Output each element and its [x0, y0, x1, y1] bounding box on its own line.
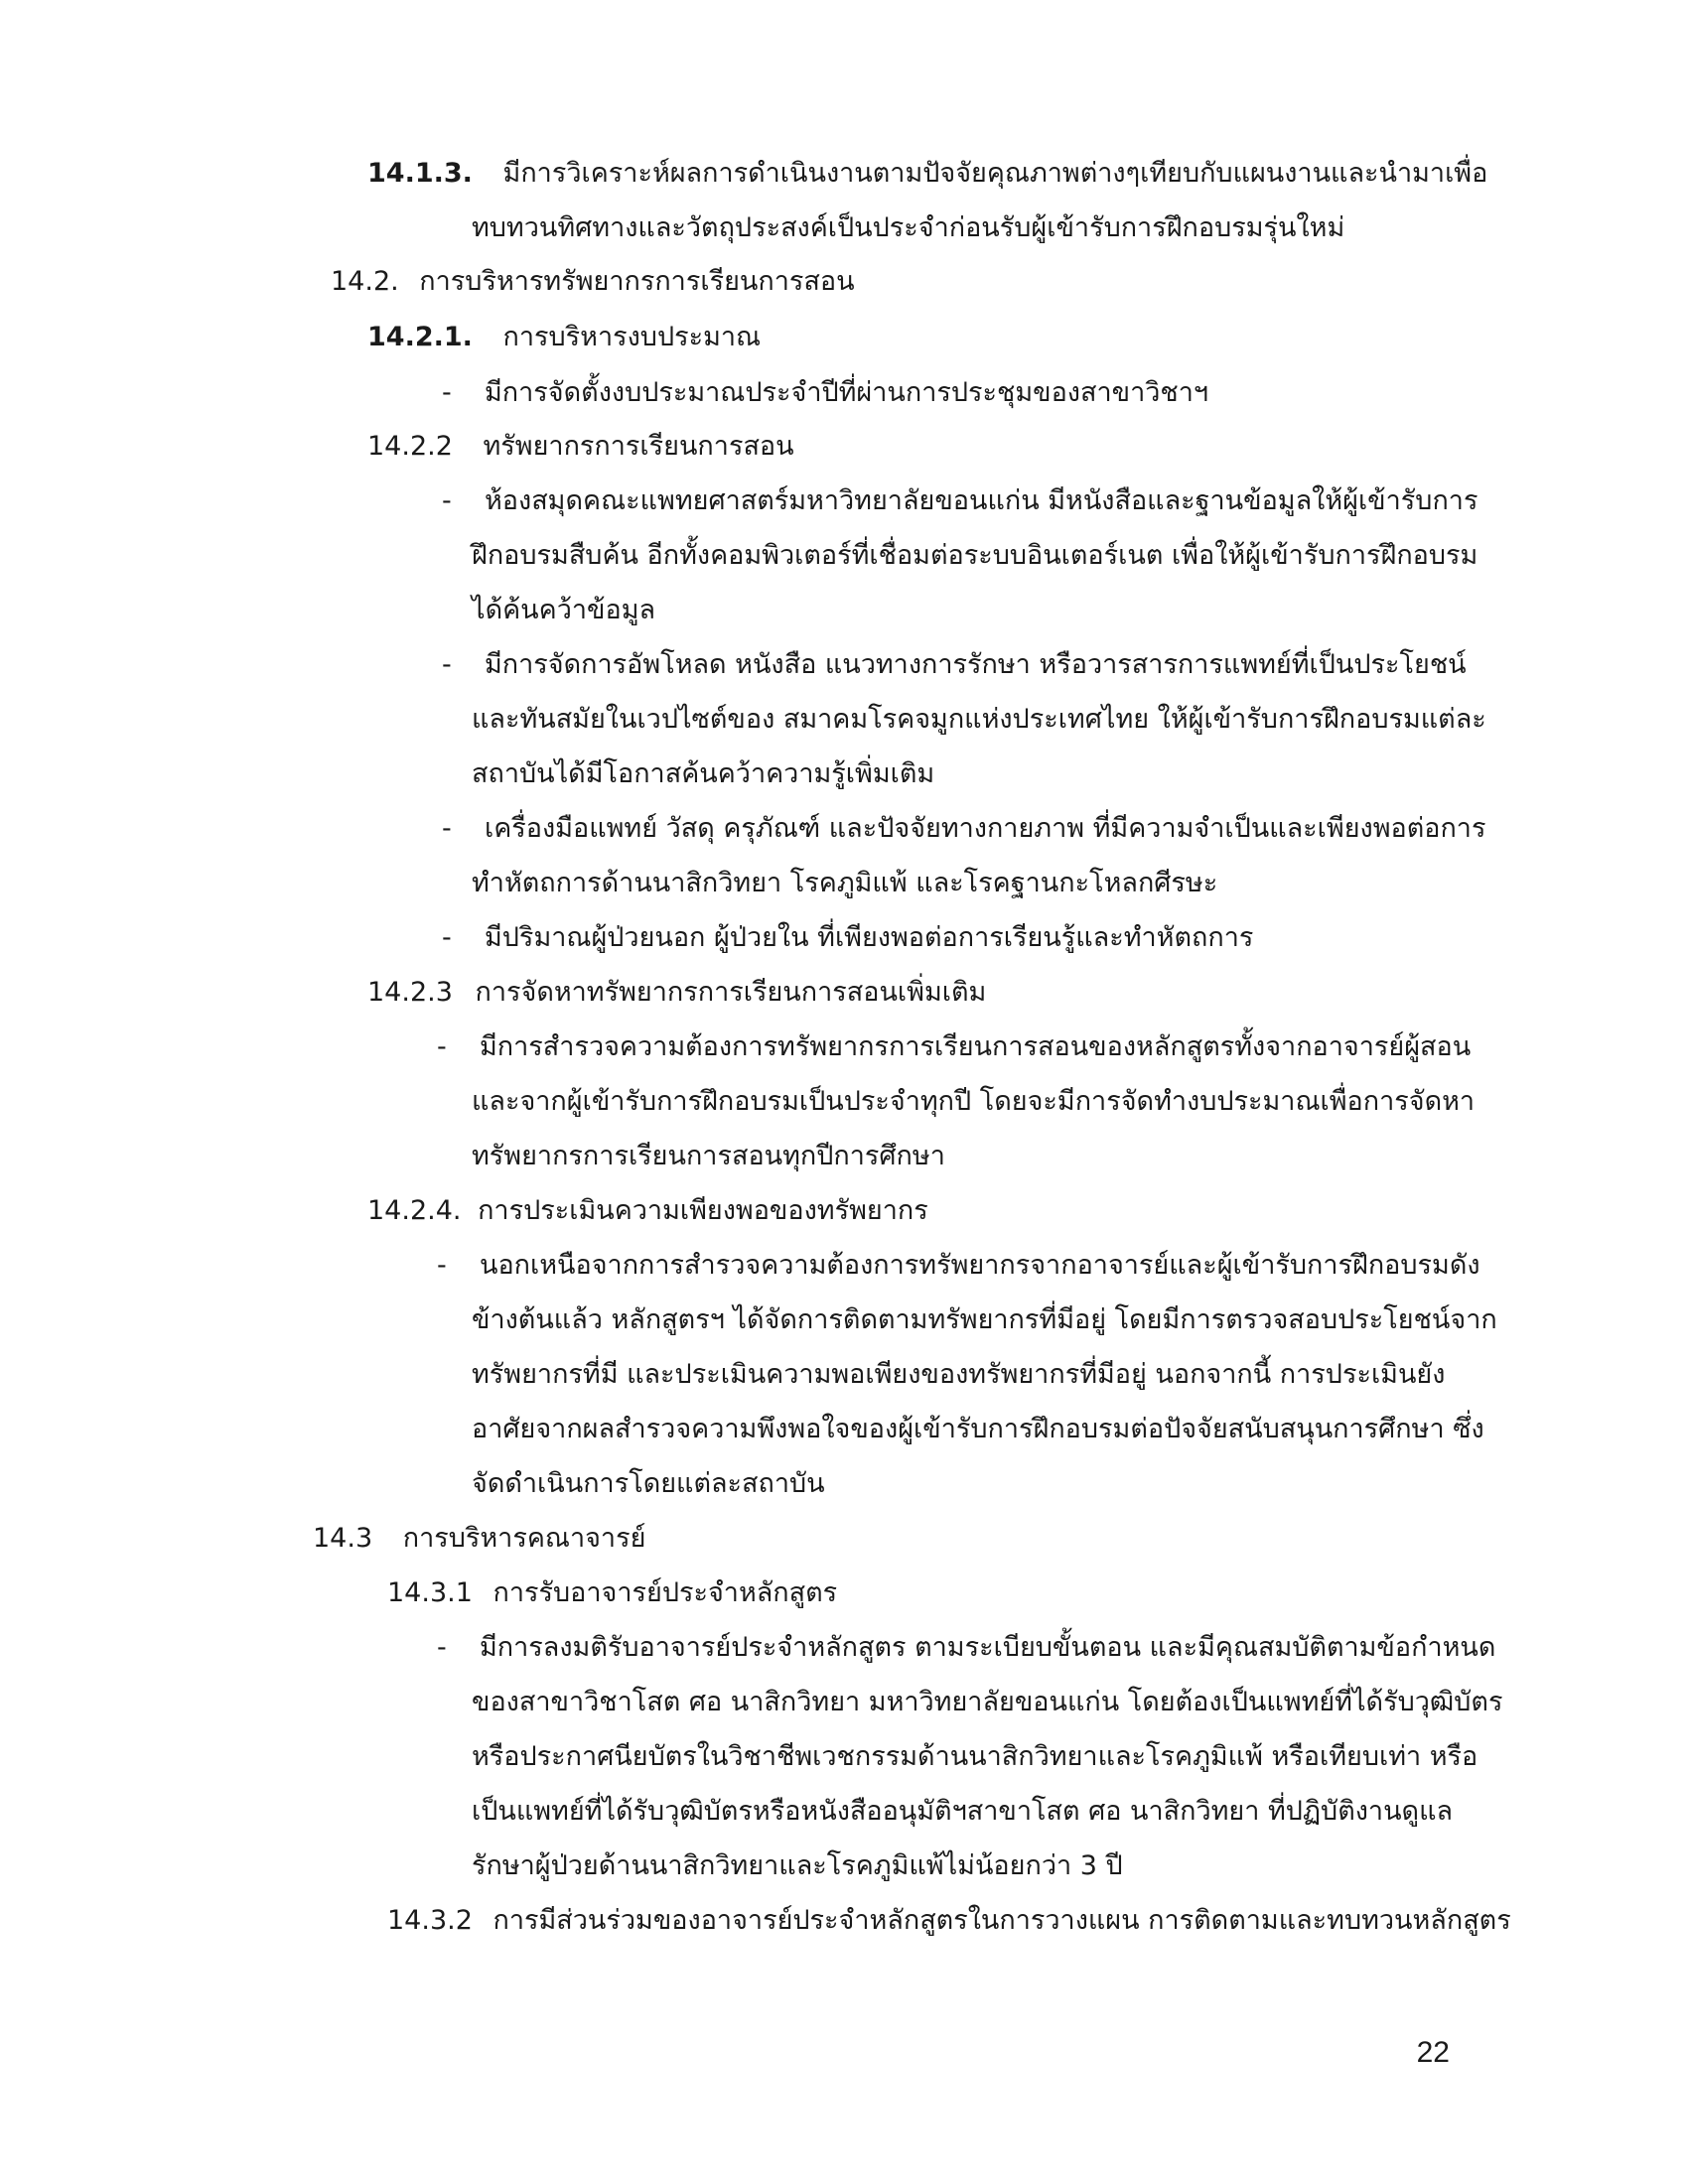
section-number: 14.2.3	[367, 977, 453, 1008]
bullet-text: ฝึกอบรมสืบค้น อีกทั้งคอมพิวเตอร์ที่เชื่อมต่อระบบอินเตอร์เนต เพื่อให้ผู้เข้ารับการฝึกอบรม	[472, 540, 1478, 571]
section-14-2-1-heading	[367, 318, 761, 357]
section-text: มีการวิเคราะห์ผลการดำเนินงานตามปัจจัยคุณภาพต่างๆเทียบกับแผนงานและนำมาเพื่อ	[502, 158, 1488, 189]
bullet-dash: -	[442, 377, 452, 408]
bullet-text: หรือประกาศนียบัตรในวิชาชีพเวชกรรมด้านนาสิกวิทยาและโรคภูมิแพ้ หรือเทียบเท่า หรือ	[472, 1741, 1478, 1772]
bullet-text: มีปริมาณผู้ป่วยนอก ผู้ป่วยใน ที่เพียงพอต่อการเรียนรู้และทำหัตถการ	[485, 922, 1254, 953]
bullet-dash: -	[437, 1250, 447, 1281]
bullet-text: ข้างต้นแล้ว หลักสูตรฯ ได้จัดการติดตามทรัพยากรที่มีอยู่ โดยมีการตรวจสอบประโยชน์จาก	[472, 1304, 1497, 1335]
bullet-text: เป็นแพทย์ที่ได้รับวุฒิบัตรหรือหนังสืออนุมัติฯสาขาโสต ศอ นาสิกวิทยา ที่ปฏิบัติงานดูแล	[472, 1796, 1454, 1827]
page-number: 22	[1416, 2036, 1450, 2069]
bullet-text: สถาบันได้มีโอกาสค้นคว้าความรู้เพิ่มเติม	[472, 758, 935, 789]
bullet-text: มีการจัดการอัพโหลด หนังสือ แนวทางการรักษา หรือวารสารการแพทย์ที่เป็นประโยชน์	[485, 649, 1467, 680]
section-title: การบริหารงบประมาณ	[502, 322, 762, 352]
section-title: การมีส่วนร่วมของอาจารย์ประจำหลักสูตรในการวางแผน การติดตามและทบทวนหลักสูตร	[492, 1905, 1511, 1936]
bullet-text: ทำหัตถการด้านนาสิกวิทยา โรคภูมิแพ้ และโรคฐานกะโหลกศีรษะ	[472, 868, 1218, 898]
bullet-text: นอกเหนือจากการสำรวจความต้องการทรัพยากรจากอาจารย์และผู้เข้ารับการฝึกอบรมดัง	[480, 1250, 1480, 1281]
bullet-text: และทันสมัยในเวปไซต์ของ สมาคมโรคจมูกแห่งประเทศไทย ให้ผู้เข้ารับการฝึกอบรมแต่ละ	[472, 704, 1486, 735]
bullet-dash: -	[437, 1031, 447, 1062]
section-title: การรับอาจารย์ประจำหลักสูตร	[492, 1577, 838, 1608]
section-title: การจัดหาทรัพยากรการเรียนการสอนเพิ่มเติม	[475, 977, 987, 1008]
section-14-2-3-heading	[367, 973, 986, 1013]
section-title: การบริหารคณาจารย์	[402, 1523, 646, 1554]
bullet-dash: -	[437, 1632, 447, 1663]
section-number: 14.3.2	[387, 1905, 473, 1936]
bullet-text: ทรัพยากรที่มี และประเมินความพอเพียงของทรัพยากรที่มีอยู่ นอกจากนี้ การประเมินยัง	[472, 1359, 1446, 1390]
bullet-dash: -	[442, 813, 452, 844]
bullet-dash: -	[442, 922, 452, 953]
bullet-text: มีการสำรวจความต้องการทรัพยากรการเรียนการสอนของหลักสูตรทั้งจากอาจารย์ผู้สอน	[480, 1031, 1472, 1062]
bullet-text: มีการจัดตั้งงบประมาณประจำปีที่ผ่านการประชุมของสาขาวิชาฯ	[485, 377, 1209, 408]
section-14-1-3-heading	[367, 154, 1487, 194]
section-14-3-1-heading	[387, 1573, 837, 1613]
section-number: 14.3.1	[387, 1577, 473, 1608]
section-14-2-4-heading	[367, 1191, 928, 1231]
bullet-text: อาศัยจากผลสำรวจความพึงพอใจของผู้เข้ารับการฝึกอบรมต่อปัจจัยสนับสนุนการศึกษา ซึ่ง	[472, 1414, 1484, 1444]
bullet-dash: -	[442, 649, 452, 680]
section-number: 14.2.	[331, 266, 399, 297]
section-number: 14.2.4.	[367, 1195, 462, 1226]
text-line: ทบทวนทิศทางและวัตถุประสงค์เป็นประจำก่อนรับผู้เข้ารับการฝึกอบรมรุ่นใหม่	[472, 212, 1345, 243]
bullet-dash: -	[442, 485, 452, 516]
section-14-3-heading	[313, 1519, 645, 1559]
section-14-2-2-heading	[367, 427, 794, 467]
section-14-2-heading	[331, 262, 855, 302]
bullet-text: ของสาขาวิชาโสต ศอ นาสิกวิทยา มหาวิทยาลัยขอนแก่น โดยต้องเป็นแพทย์ที่ได้รับวุฒิบัตร	[472, 1687, 1503, 1717]
section-14-3-2-heading	[387, 1901, 1511, 1941]
bullet-text: และจากผู้เข้ารับการฝึกอบรมเป็นประจำทุกปี โดยจะมีการจัดทำงบประมาณเพื่อการจัดหา	[472, 1086, 1476, 1117]
bullet-text: ได้ค้นคว้าข้อมูล	[472, 595, 656, 625]
section-number: 14.3	[313, 1523, 373, 1554]
bullet-text: รักษาผู้ป่วยด้านนาสิกวิทยาและโรคภูมิแพ้ไม่น้อยกว่า 3 ปี	[472, 1850, 1123, 1881]
bullet-text: ห้องสมุดคณะแพทยศาสตร์มหาวิทยาลัยขอนแก่น มีหนังสือและฐานข้อมูลให้ผู้เข้ารับการ	[485, 485, 1478, 516]
bullet-text: มีการลงมติรับอาจารย์ประจำหลักสูตร ตามระเบียบขั้นตอน และมีคุณสมบัติตามข้อกำหนด	[480, 1632, 1496, 1663]
bullet-text: ทรัพยากรการเรียนการสอนทุกปีการศึกษา	[472, 1141, 945, 1171]
bullet-text: เครื่องมือแพทย์ วัสดุ ครุภัณฑ์ และปัจจัยทางกายภาพ ที่มีความจำเป็นและเพียงพอต่อการ	[485, 813, 1486, 844]
section-title: การประเมินความเพียงพอของทรัพยากร	[478, 1195, 928, 1226]
section-number: 14.1.3.	[367, 158, 473, 189]
bullet-text: จัดดำเนินการโดยแต่ละสถาบัน	[472, 1468, 825, 1499]
section-title: การบริหารทรัพยากรการเรียนการสอน	[419, 266, 855, 297]
section-title: ทรัพยากรการเรียนการสอน	[483, 431, 794, 462]
section-number: 14.2.1.	[367, 322, 473, 352]
section-number: 14.2.2	[367, 431, 453, 462]
